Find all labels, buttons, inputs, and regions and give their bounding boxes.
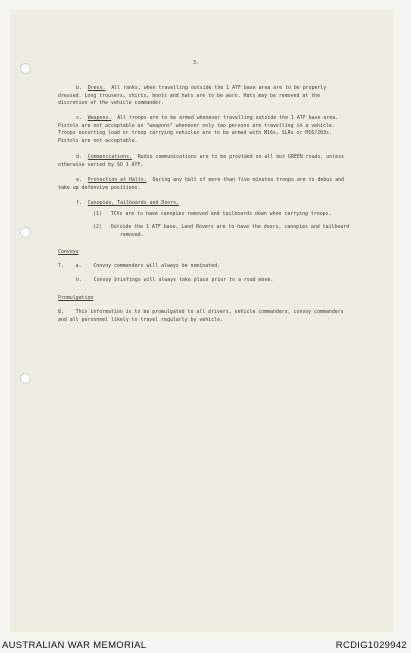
promulgation-heading: Promulgation	[58, 295, 94, 301]
footer-archive-label: AUSTRALIAN WAR MEMORIAL	[2, 640, 147, 651]
canopies-heading: Canopies, Tailboards and Doors.	[87, 200, 180, 206]
convoys-heading: Convoys	[58, 249, 79, 255]
paragraph-promulgation: 8. This information is to be promulgated to all drivers, vehicle commanders, convoy commanders and all personnel likely to travel regularly by vehicle.	[58, 309, 344, 323]
punch-hole	[20, 63, 31, 74]
punch-hole	[20, 227, 31, 238]
protection-heading: Protection at Halts.	[87, 177, 147, 183]
paragraph-dress: b. Dress. All ranks, when travelling outside the 1 ATF base area are to be properly dressed. Long trousers, shirts, boots and hats are to be worn. Hats may be removed at the discretion of the vehicle commander.	[58, 85, 327, 107]
convoys-item-a: 7. a. Convoy commanders will always be nominated.	[58, 263, 220, 269]
paragraph-communications: d. Communications. Radio communications are to be provided on all but GREEN roads, unless otherwise varied by SO 1 ATF.	[58, 154, 344, 168]
punch-hole	[20, 373, 31, 384]
communications-heading: Communications.	[87, 154, 132, 160]
paragraph-canopies: f. Canopies, Tailboards and Doors.	[76, 200, 180, 206]
weapons-heading: Weapons.	[87, 115, 112, 121]
canopies-item-2: (2) Outside the 1 ATF base, Land Rovers are to have the doors, canopies and tailboard removed.	[93, 224, 350, 238]
dress-heading: Dress.	[87, 85, 106, 91]
convoys-item-b: b. Convoy briefings will always take place prior to a road move.	[76, 277, 274, 283]
paragraph-protection: e. Protection at Halts. During any halt of more than five minutes troops are to debus and take up defensive positions.	[58, 177, 344, 191]
paragraph-weapons: c. Weapons. All troops are to be armed whenever travelling outside the 1 ATF base area. Pistols are not acceptable as "weapons" whenever only two persons are travelling in a vehicle. Troops escorting load or troop carrying vehicles are to be armed with M16s, SLRs or M16/203s. Pistols are not acceptable.	[58, 115, 339, 144]
canopies-item-1: (1) TCVs are to have canopies removed and tailboards down when carrying troops.	[93, 211, 332, 217]
footer-record-id: RCDIG1029942	[335, 640, 407, 651]
page-number: 3.	[193, 60, 199, 66]
